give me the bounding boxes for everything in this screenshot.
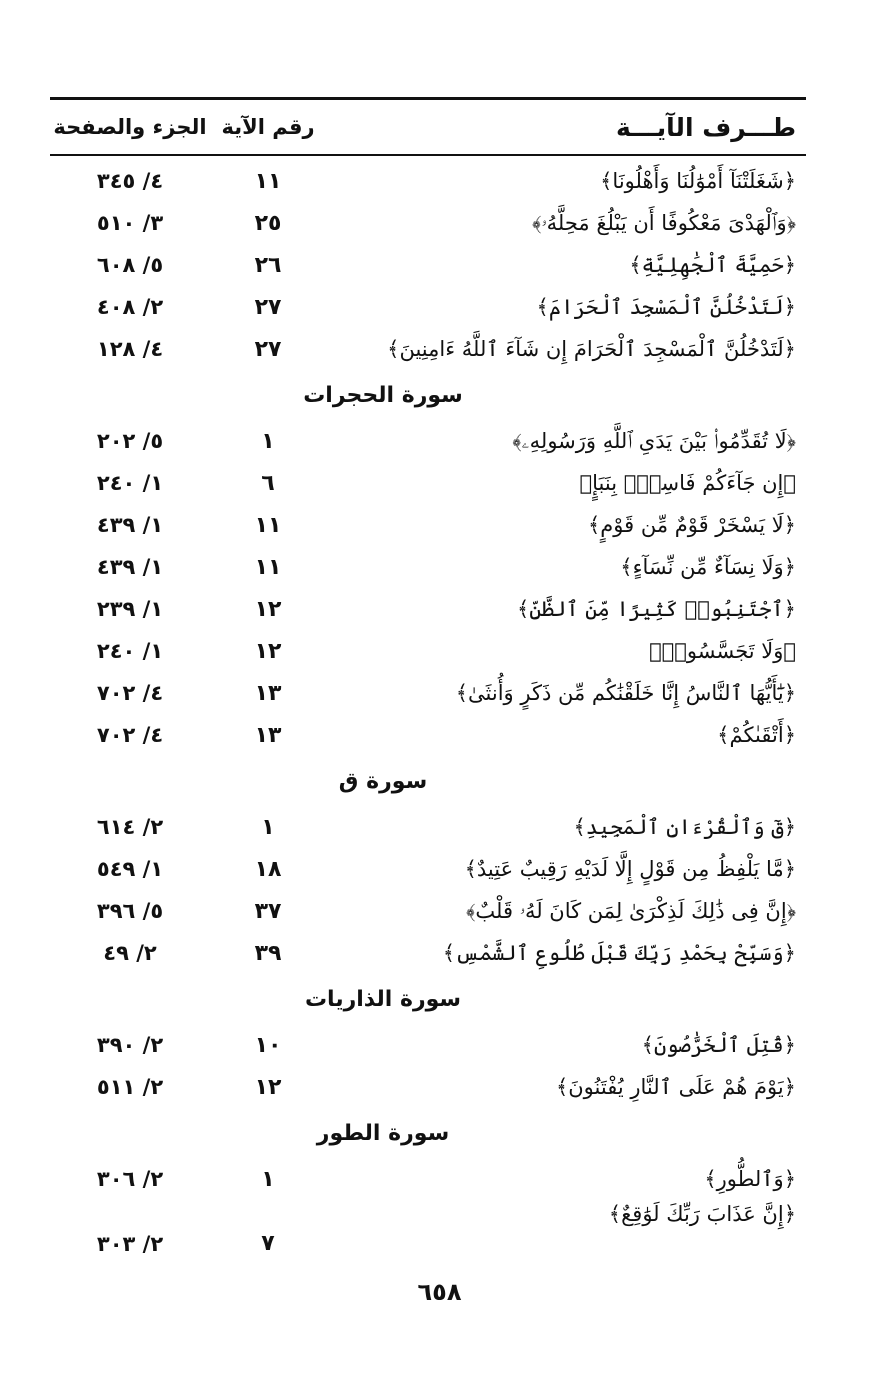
verse-excerpt: ﴿يَٰٓأَيُّهَا ٱلنَّاسُ إِنَّا خَلَقْنَٰكُم مِّن ذَكَرٍ وَأُنثَىٰ﴾ (455, 681, 796, 705)
verse-number: ١٣ (254, 722, 282, 748)
verse-number: ١١ (254, 168, 282, 194)
verse-excerpt: ﴿أَتْقَىٰكُمْ﴾ (717, 723, 796, 747)
verse-excerpt: ﴿لَتَدْخُلُنَّ ٱلْمَسْجِدَ ٱلْحَرَامَ إِن شَآءَ ٱللَّهُ ءَامِنِينَ﴾ (387, 337, 796, 361)
volume-page-reference: ٢/ ٣٠٣ (96, 1232, 164, 1256)
verse-number: ٢٥ (254, 210, 282, 236)
table-header (50, 104, 806, 150)
table-row (50, 848, 806, 890)
volume-page-reference: ١/ ٢٤٠ (96, 471, 164, 495)
surah-heading: سورة ق (338, 768, 428, 794)
volume-page-reference: ٤/ ٣٤٥ (96, 169, 164, 193)
verse-excerpt: ﴿قُتِلَ ٱلْخَرَّٰصُونَ﴾ (641, 1033, 796, 1057)
verse-number: ٢٧ (254, 336, 282, 362)
volume-page-reference: ٥/ ٢٠٢ (96, 429, 164, 453)
volume-page-reference: ٤/ ٧٠٢ (96, 723, 164, 747)
table-row (50, 546, 806, 588)
table-row (50, 1024, 806, 1066)
verse-excerpt: ﴿لَتَدْخُلُنَّ ٱلْمَسْجِدَ ٱلْحَرَامَ﴾ (536, 295, 796, 319)
volume-page-reference: ١/ ٢٤٠ (96, 639, 164, 663)
volume-page-reference: ٤/ ١٢٨ (96, 337, 164, 361)
verse-number: ١ (261, 428, 275, 454)
surah-heading: سورة الطور (316, 1120, 450, 1146)
volume-page-reference: ١/ ٢٣٩ (96, 597, 164, 621)
verse-excerpt: ﴿يَوْمَ هُمْ عَلَى ٱلنَّارِ يُفْتَنُونَ﴾ (555, 1075, 796, 1099)
header-verse-column: طـــرف الآيـــة (615, 112, 796, 142)
table-row (50, 202, 806, 244)
table-row (50, 328, 806, 370)
volume-page-reference: ٤/ ٧٠٢ (96, 681, 164, 705)
surah-heading: سورة الذاريات (304, 986, 462, 1012)
verse-excerpt: ﴿لَا تُقَدِّمُوا۟ بَيْنَ يَدَىِ ٱللَّهِ وَرَسُولِهِۦ﴾ (512, 428, 796, 453)
table-row (50, 588, 806, 630)
table-row (50, 890, 806, 932)
volume-page-reference: ٢/ ٦١٤ (96, 815, 164, 839)
verse-number: ٢٧ (254, 294, 282, 320)
verse-excerpt: ﴿مَّا يَلْفِظُ مِن قَوْلٍ إِلَّا لَدَيْهِ رَقِيبٌ عَتِيدٌ﴾ (464, 857, 796, 881)
table-row (50, 630, 806, 672)
verse-excerpt: ﴿وَسَبِّحْ بِحَمْدِ رَبِّكَ قَبْلَ طُلُوعِ ٱلشَّمْسِ﴾ (442, 941, 796, 965)
page-number: ٦٥٨ (417, 1278, 462, 1306)
table-row (50, 1200, 806, 1258)
verse-excerpt: ﴿إِنَّ عَذَابَ رَبِّكَ لَوَٰقِعٌ﴾ (608, 1202, 796, 1226)
volume-page-reference: ٢/ ٥١١ (96, 1075, 164, 1099)
table-row (50, 806, 806, 848)
verse-number: ٣٩ (254, 940, 282, 966)
verse-number: ١٣ (254, 680, 282, 706)
verse-number: ١٢ (254, 1074, 282, 1100)
surah-heading: سورة الحجرات (303, 382, 463, 408)
verse-excerpt: ﴿لَا يَسْخَرْ قَوْمٌ مِّن قَوْمٍ﴾ (587, 513, 796, 537)
header-rule (50, 154, 806, 156)
header-verse-number-column: رقم الآية (221, 115, 315, 139)
table-row (50, 504, 806, 546)
table-row (50, 286, 806, 328)
volume-page-reference: ٥/ ٦٠٨ (96, 253, 164, 277)
verse-number: ١١ (254, 554, 282, 580)
top-rule (50, 97, 806, 100)
verse-excerpt: ﴿إِنَّ فِى ذَٰلِكَ لَذِكْرَىٰ لِمَن كَانَ لَهُۥ قَلْبٌ﴾ (466, 898, 796, 923)
verse-excerpt: ﴿شَغَلَتْنَآ أَمْوَٰلُنَا وَأَهْلُونَا﴾ (600, 169, 796, 193)
volume-page-reference: ١/ ٥٤٩ (96, 857, 164, 881)
verse-number: ١٢ (254, 638, 282, 664)
verse-number: ١٨ (254, 856, 282, 882)
volume-page-reference: ٢/ ٤٩ (103, 941, 157, 965)
verse-excerpt: ﴿وَٱلطُّورِ﴾ (704, 1167, 796, 1191)
table-row (50, 462, 806, 504)
volume-page-reference: ٥/ ٣٩٦ (96, 899, 164, 923)
volume-page-reference: ١/ ٤٣٩ (96, 513, 164, 537)
verse-number: ٢٦ (254, 252, 282, 278)
volume-page-reference: ٣/ ٥١٠ (96, 211, 164, 235)
verse-number: ١ (261, 1166, 275, 1192)
verse-number: ٧ (261, 1231, 275, 1256)
verse-number: ٦ (261, 470, 275, 496)
verse-excerpt: ﴿حَمِيَّةَ ٱلْجَٰهِلِيَّةِ﴾ (629, 253, 796, 277)
verse-number: ١٢ (254, 596, 282, 622)
table-row (50, 714, 806, 756)
verse-excerpt: ﴿قٓ وَٱلْقُرْءَانِ ٱلْمَجِيدِ﴾ (573, 815, 796, 839)
verse-excerpt: ﴿إِن جَآءَكُمْ فَاسِقٌۢ بِنَبَإٍ﴾ (579, 471, 796, 495)
index-table-body (50, 160, 806, 1258)
header-volume-page-column: الجزء والصفحة (53, 115, 207, 139)
verse-number: ٣٧ (254, 898, 282, 924)
verse-excerpt: ﴿ٱجْتَنِبُوا۟ كَثِيرًا مِّنَ ٱلظَّنِّ﴾ (516, 597, 796, 621)
table-row (50, 1066, 806, 1108)
volume-page-reference: ١/ ٤٣٩ (96, 555, 164, 579)
verse-excerpt: ﴿وَلَا تَجَسَّسُوا۟﴾ (649, 639, 796, 663)
volume-page-reference: ٢/ ٤٠٨ (96, 295, 164, 319)
verse-number: ١ (261, 814, 275, 840)
volume-page-reference: ٢/ ٣٩٠ (96, 1033, 164, 1057)
table-row (50, 932, 806, 974)
table-row (50, 672, 806, 714)
table-row (50, 160, 806, 202)
verse-excerpt: ﴿وَلَا نِسَآءٌ مِّن نِّسَآءٍ﴾ (620, 555, 796, 579)
verse-excerpt: ﴿وَٱلْهَدْىَ مَعْكُوفًا أَن يَبْلُغَ مَحِلَّهُۥ﴾ (532, 210, 796, 235)
verse-number: ١٠ (254, 1032, 282, 1058)
table-row (50, 420, 806, 462)
table-row (50, 1158, 806, 1200)
table-row (50, 244, 806, 286)
verse-number: ١١ (254, 512, 282, 538)
volume-page-reference: ٢/ ٣٠٦ (96, 1167, 164, 1191)
